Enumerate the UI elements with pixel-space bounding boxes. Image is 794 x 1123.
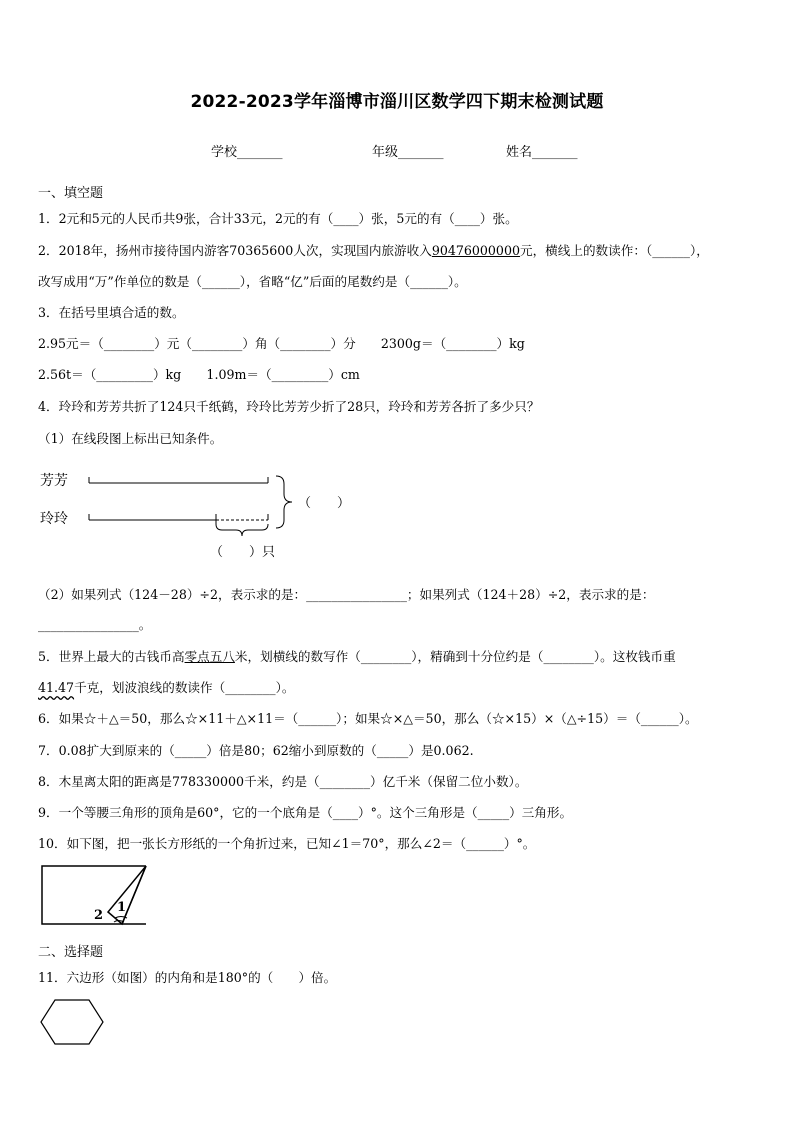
folded-rectangle-figure (38, 862, 158, 928)
name-field[interactable]: 姓名_______ (506, 145, 578, 160)
question-2-line-2: 改写成用“万”作单位的数是（______），省略“亿”后面的尾数约是（______）。 (38, 274, 467, 289)
angle-2-label: 2 (94, 908, 104, 923)
bottom-blank: （ ）只 (210, 545, 276, 560)
angle-1-label: 1 (117, 900, 127, 915)
question-2-prefix: 2．2018年，扬州市接待国内游客70365600人次，实现国内旅游收入 (38, 243, 432, 258)
school-field[interactable]: 学校_______ (211, 145, 283, 160)
question-5-line-1 (38, 646, 676, 665)
bottom-brace (216, 524, 268, 536)
label-lingling: 玲玲 (40, 511, 68, 527)
question-2-underlined-number: 90476000000 (431, 243, 520, 258)
label-fangfang: 芳芳 (40, 473, 68, 489)
question-1: 1．2元和5元的人民币共9张，合计33元，2元的有（____）张，5元的有（____）张。 (38, 211, 518, 226)
question-6: 6．如果☆＋△＝50，那么☆×11＋△×11＝（______）；如果☆×△＝50，那么（☆×15）×（△÷15）＝（______）。 (38, 711, 698, 726)
question-5-underlined: 零点五八 (184, 649, 235, 664)
question-3-line-b: 2.56t＝（_________）kg 1.09m＝（_________）cm (38, 367, 360, 382)
question-7: 7．0.08扩大到原来的（_____）倍是80；62缩小到原数的（_____）是0.062. (38, 743, 474, 758)
question-3: 3．在括号里填合适的数。 (38, 305, 185, 320)
folded-corner (108, 866, 146, 924)
question-4: 4．玲玲和芳芳共折了124只千纸鹤，玲玲比芳芳少折了28只，玲玲和芳芳各折了多少只？ (38, 399, 540, 414)
brace-blank: （ ） (298, 496, 351, 511)
question-4-part-2-line-2: ________________。 (38, 617, 152, 632)
question-4-part-2-line-1: （2）如果列式（124－28）÷2，表示求的是：________________；如果列式（124＋28）÷2，表示求的是： (38, 587, 655, 602)
question-11: 11．六边形（如图）的内角和是180°的（ ）倍。 (38, 970, 337, 985)
question-5-prefix: 5．世界上最大的古钱币高 (38, 649, 185, 664)
question-3-line-a: 2.95元＝（________）元（________）角（________）分 2300g＝（________）kg (38, 336, 525, 351)
question-10: 10．如下图，把一张长方形纸的一个角折过来，已知∠1＝70°，那么∠2＝（______）°。 (38, 836, 536, 851)
hexagon-shape (41, 1000, 103, 1044)
question-5-suffix: 米，划横线的数写作（________），精确到十分位约是（________）。这枚钱币重 (234, 649, 676, 664)
hexagon-figure (38, 998, 106, 1048)
segment-diagram (36, 462, 366, 562)
question-5-wavy: 41.47 (38, 680, 75, 695)
question-8: 8．木星离太阳的距离是778330000千米，约是（________）亿千米（保留二位小数）。 (38, 774, 528, 789)
right-brace (276, 476, 292, 528)
section-fill-heading: 一、填空题 (38, 186, 104, 201)
grade-field[interactable]: 年级_______ (372, 145, 444, 160)
question-2-suffix: 元，横线上的数读作：（______）， (519, 243, 709, 258)
question-9: 9．一个等腰三角形的顶角是60°，它的一个底角是（____）°。这个三角形是（_____）三角形。 (38, 805, 573, 820)
question-5-line-2-suffix: 千克，划波浪线的数读作（________）。 (74, 680, 295, 695)
page-title: 2022-2023学年淄博市淄川区数学四下期末检测试题 (190, 92, 604, 112)
question-2-line-1 (38, 240, 709, 259)
question-4-part-1: （1）在线段图上标出已知条件。 (38, 431, 223, 446)
question-5-line-2 (38, 677, 294, 696)
section-choice-heading: 二、选择题 (38, 945, 104, 960)
